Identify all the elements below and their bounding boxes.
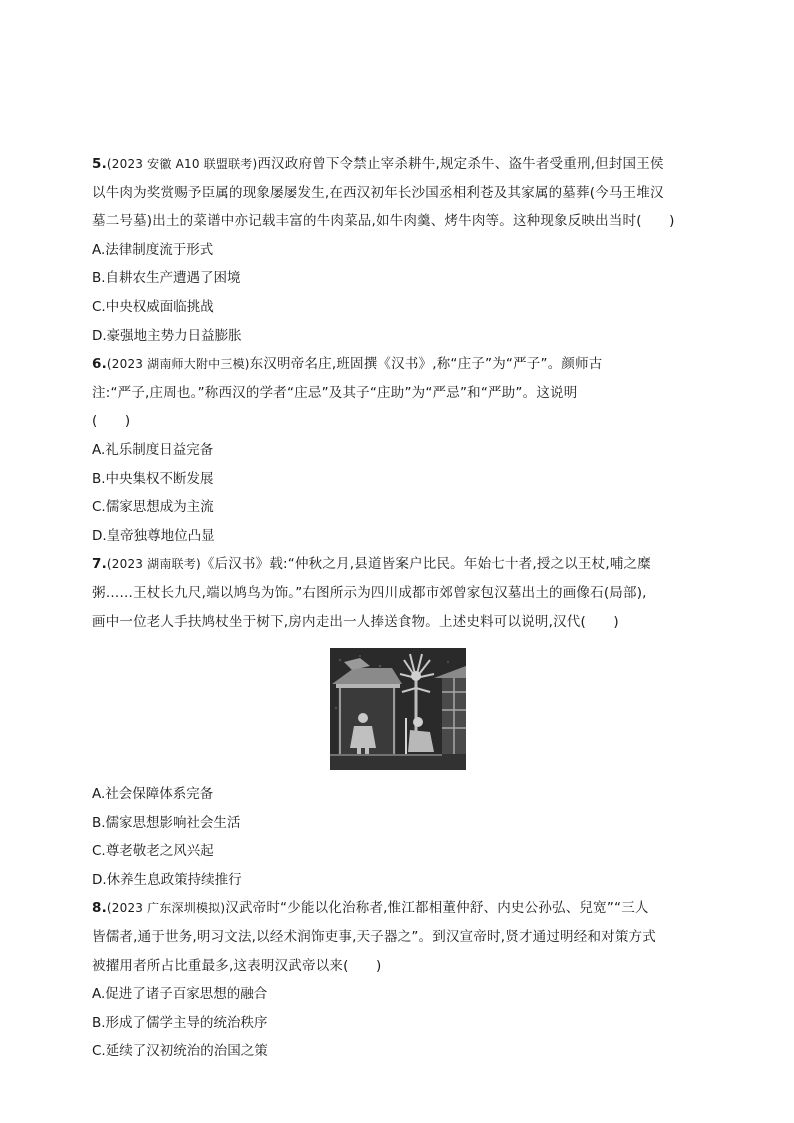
question-stem-line [92,894,708,923]
option-a: A.礼乐制度日益完备 [92,441,214,458]
option-d: D.休养生息政策持续推行 [92,871,242,888]
question-stem-line: 皆儒者,通于世务,明习文法,以经术润饰吏事,天子器之”。到汉宣帝时,贤才通过明经和对策方式 [92,929,656,946]
question-source: (2023 广东深圳模拟) [106,901,226,916]
question-stem-line: 墓二号墓)出土的菜谱中亦记载丰富的牛肉菜品,如牛肉羹、烤牛肉等。这种现象反映出当时( ) [92,213,675,230]
question-stem-line: 被擢用者所占比重最多,这表明汉武帝以来( ) [92,957,382,974]
option-b: B.中央集权不断发展 [92,470,214,487]
question-stem-line [92,150,708,179]
question-number: 6. [92,356,107,373]
option-a: A.社会保障体系完备 [92,786,214,803]
question-stem-line: ( ) [92,413,131,430]
stone-relief-image [330,648,466,770]
option-a: A.促进了诸子百家思想的融合 [92,986,268,1003]
question-text: 东汉明帝名庄,班固撰《汉书》,称“庄子”为“严子”。颜师古 [249,356,603,373]
question-stem-line: 注:“严子,庄周也。”称西汉的学者“庄忌”及其子“庄助”为“严忌”和“严助”。这说明 [92,384,578,401]
question-5 [92,150,708,350]
question-source: (2023 湖南师大附中三模) [106,357,250,372]
question-stem-line: 粥……王杖长九尺,端以鸠鸟为饰。”右图所示为四川成都市郊曾家包汉墓出土的画像石(局部), [92,584,647,601]
option-c: C.中央权威面临挑战 [92,298,214,315]
option-d: D.皇帝独尊地位凸显 [92,527,215,544]
question-stem-line [92,350,708,379]
question-source: (2023 安徽 A10 联盟联考) [106,157,258,171]
question-stem-line: 以牛肉为奖赏赐予臣属的现象屡屡发生,在西汉初年长沙国丞相利苍及其家属的墓葬(今马王堆汉 [92,184,664,201]
question-stem-line [92,550,708,579]
question-stem-line: 画中一位老人手扶鸠杖坐于树下,房内走出一人捧送食物。上述史料可以说明,汉代( ) [92,613,619,630]
document-page [92,150,708,1066]
question-6 [92,350,708,550]
option-b: B.自耕农生产遭遇了困境 [92,270,241,287]
question-text: 《后汉书》载:“仲秋之月,县道皆案户比民。年始七十者,授之以王杖,哺之糜 [200,556,651,573]
option-b: B.儒家思想影响社会生活 [92,814,241,831]
question-number: 7. [92,556,107,573]
option-a: A.法律制度流于形式 [92,241,214,258]
question-text: 汉武帝时“少能以化治称者,惟江都相董仲舒、内史公孙弘、兒宽”“三人 [225,900,649,917]
question-7 [92,550,708,894]
question-text: 西汉政府曾下令禁止宰杀耕牛,规定杀牛、盗牛者受重刑,但封国王侯 [257,156,664,172]
option-c: C.儒家思想成为主流 [92,499,214,516]
option-c: C.尊老敬老之风兴起 [92,843,214,860]
option-c: C.延续了汉初统治的治国之策 [92,1043,268,1060]
question-8 [92,894,708,1066]
question-source: (2023 湖南联考) [106,557,201,572]
question-number: 5. [92,156,107,172]
question-number: 8. [92,900,107,917]
option-d: D.豪强地主势力日益膨胀 [92,327,242,344]
option-b: B.形成了儒学主导的统治秩序 [92,1014,268,1031]
stone-relief-drawing [330,648,466,770]
